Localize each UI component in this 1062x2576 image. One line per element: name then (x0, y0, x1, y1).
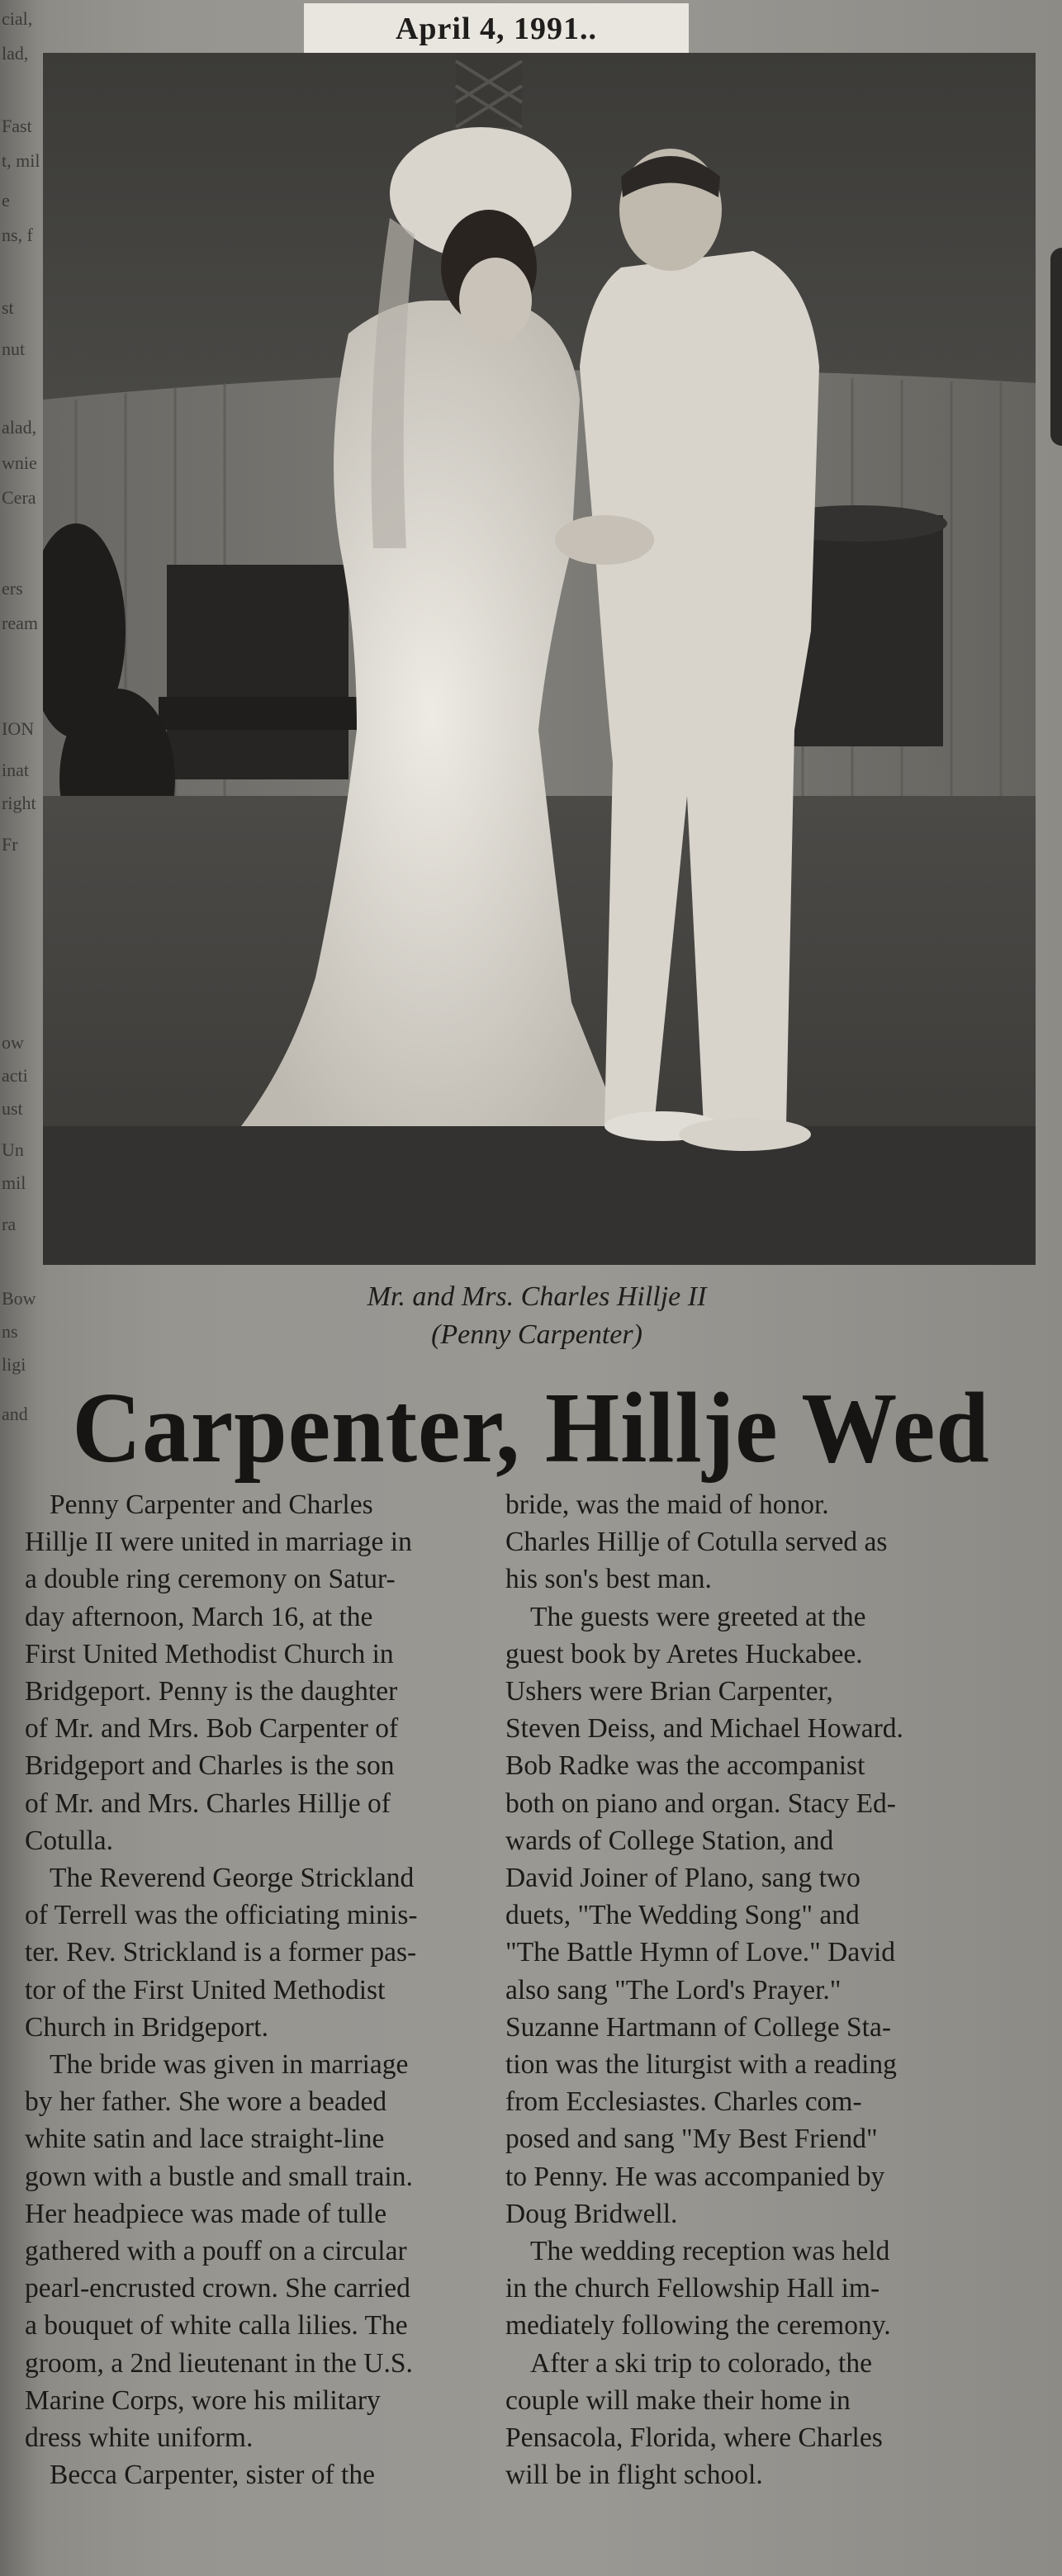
article-line: Suzanne Hartmann of College Sta- (505, 2011, 892, 2043)
adjacent-page-fragment: t, mil (2, 150, 40, 171)
article-line: dress white uniform. (25, 2422, 254, 2454)
adjacent-page-fragment: ION (2, 718, 35, 739)
article-line: to Penny. He was accompanied by (505, 2161, 885, 2192)
adjacent-page-fragment: nut (2, 339, 26, 359)
adjacent-page-fragment: mil (2, 1172, 26, 1193)
article-line: Doug Bridwell. (505, 2198, 678, 2229)
article-line: tor of the First United Methodist (25, 1974, 386, 2005)
article-headline: Carpenter, Hillje Wed (72, 1372, 990, 1484)
article-line: will be in flight school. (505, 2460, 763, 2491)
article-line: also sang "The Lord's Prayer." (505, 1974, 842, 2005)
article-line: wards of College Station, and (505, 1825, 834, 1856)
article-line: gown with a bustle and small train. (25, 2161, 413, 2192)
article-column-right (505, 1486, 1022, 2493)
article-line: tion was the liturgist with a reading (505, 2049, 897, 2081)
article-line: of Mr. and Mrs. Charles Hillje of (25, 1788, 391, 1819)
article-line: in the church Fellowship Hall im- (505, 2273, 880, 2304)
article-column-left (25, 1486, 484, 2493)
adjacent-page-fragment: ligi (2, 1354, 26, 1375)
article-line: Becca Carpenter, sister of the (50, 2460, 375, 2491)
adjacent-page-fragment: Cera (2, 487, 36, 508)
adjacent-page-fragment: ow (2, 1032, 24, 1053)
adjacent-page-fragment: alad, (2, 417, 37, 438)
article-line: a double ring ceremony on Satur- (25, 1564, 396, 1595)
adjacent-page-fragment: inat (2, 760, 29, 780)
article-line: Marine Corps, wore his military (25, 2384, 381, 2416)
article-line: from Ecclesiastes. Charles com- (505, 2086, 862, 2118)
article-line: of Mr. and Mrs. Bob Carpenter of (25, 1713, 399, 1745)
adjacent-page-fragment: ra (2, 1214, 17, 1234)
article-line: Church in Bridgeport. (25, 2011, 268, 2043)
article-line: The guests were greeted at the (530, 1601, 866, 1632)
article-line: First United Methodist Church in (25, 1638, 394, 1669)
article-line: Penny Carpenter and Charles (50, 1489, 373, 1520)
article-line: Steven Deiss, and Michael Howard. (505, 1713, 903, 1745)
adjacent-page-fragment: ream (2, 613, 38, 633)
article-line: a bouquet of white calla lilies. The (25, 2310, 408, 2342)
photo-caption-names: Mr. and Mrs. Charles Hillje II (367, 1281, 707, 1312)
dateline: April 4, 1991.. (304, 3, 689, 54)
article-line: white satin and lace straight-line (25, 2124, 385, 2155)
article-line: "The Battle Hymn of Love." David (505, 1937, 896, 1968)
adjacent-page-fragment: Un (2, 1139, 24, 1160)
adjacent-page-fragment: ns (2, 1321, 18, 1342)
article-line: The Reverend George Strickland (50, 1863, 415, 1894)
article-line: ter. Rev. Strickland is a former pas- (25, 1937, 417, 1968)
adjacent-page-fragment: wnie (2, 452, 37, 473)
article-line: Bridgeport and Charles is the son (25, 1750, 395, 1782)
adjacent-page-fragment: right (2, 793, 36, 813)
adjacent-page-fragment: ns, f (2, 225, 33, 245)
adjacent-page-fragment: st (2, 297, 14, 318)
wedding-photo (43, 53, 1036, 1265)
article-line: After a ski trip to colorado, the (530, 2347, 872, 2379)
article-line: both on piano and organ. Stacy Ed- (505, 1788, 896, 1819)
article-line: duets, "The Wedding Song" and (505, 1900, 860, 1931)
article-line: gathered with a pouff on a circular (25, 2236, 407, 2267)
adjacent-page-fragment: Fr (2, 834, 18, 855)
article-line: The wedding reception was held (530, 2236, 890, 2267)
adjacent-page-fragment: Fast (2, 116, 32, 136)
article-line: pearl-encrusted crown. She carried (25, 2273, 410, 2304)
adjacent-page-fragment: ers (2, 578, 23, 599)
adjacent-page-fragment: acti (2, 1065, 28, 1086)
article-line: Her headpiece was made of tulle (25, 2198, 387, 2229)
article-line: Cotulla. (25, 1825, 114, 1856)
article-line: his son's best man. (505, 1564, 712, 1595)
article-line: couple will make their home in (505, 2384, 851, 2416)
article-line: Ushers were Brian Carpenter, (505, 1676, 833, 1707)
adjacent-page-fragment: lad, (2, 43, 29, 64)
page-edge-shadow (1050, 248, 1062, 446)
article-line: by her father. She wore a beaded (25, 2086, 387, 2118)
article-line: Charles Hillje of Cotulla served as (505, 1527, 888, 1558)
article-line: David Joiner of Plano, sang two (505, 1863, 861, 1894)
article-line: Pensacola, Florida, where Charles (505, 2422, 883, 2454)
article-line: Hillje II were united in marriage in (25, 1527, 412, 1558)
adjacent-page-fragment: cial, (2, 8, 33, 29)
adjacent-page-fragment: ust (2, 1098, 23, 1119)
adjacent-page-fragment: and (2, 1404, 28, 1424)
article-line: The bride was given in marriage (50, 2049, 409, 2081)
adjacent-page-fragment: e (2, 190, 10, 211)
adjacent-page-fragment: Bow (2, 1288, 36, 1309)
article-line: day afternoon, March 16, at the (25, 1601, 373, 1632)
photo-caption-maiden-name: (Penny Carpenter) (431, 1319, 642, 1350)
article-line: posed and sang "My Best Friend" (505, 2124, 878, 2155)
article-line: mediately following the ceremony. (505, 2310, 891, 2342)
article-line: guest book by Aretes Huckabee. (505, 1638, 863, 1669)
article-line: Bob Radke was the accompanist (505, 1750, 865, 1782)
article-line: groom, a 2nd lieutenant in the U.S. (25, 2347, 413, 2379)
article-line: Bridgeport. Penny is the daughter (25, 1676, 398, 1707)
article-line: of Terrell was the officiating minis- (25, 1900, 418, 1931)
article-line: bride, was the maid of honor. (505, 1489, 829, 1520)
